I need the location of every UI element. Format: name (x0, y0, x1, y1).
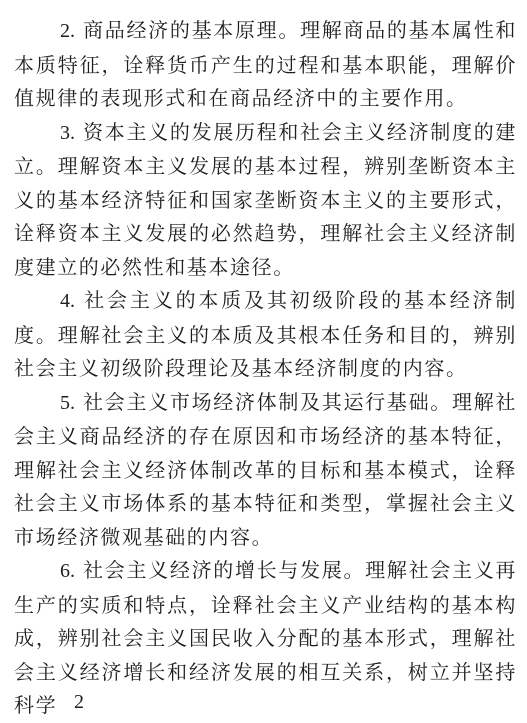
paragraph-number: 2. (60, 20, 75, 42)
paragraph-text: 社会主义市场经济体制及其运行基础。理解社会主义商品经济的存在原因和市场经济的基本特征，理解社会主义经济体制改革的目标和基本模式，诠释社会主义市场体系的基本特征和类型，掌握社会主义市场经济微观基础的内容。 (14, 389, 517, 549)
paragraph-text: 社会主义经济的增长与发展。理解社会主义再生产的实质和特点，诠释社会主义产业结构的基本构成，辨别社会主义国民收入分配的基本形式，理解社会主义经济增长和经济发展的相互关系，树立并坚持科学 (14, 558, 517, 717)
paragraph-number: 4. (60, 290, 75, 312)
paragraph-text: 商品经济的基本原理。理解商品的基本属性和本质特征，诠释货币产生的过程和基本职能，理解价值规律的表现形式和在商品经济中的主要作用。 (14, 18, 517, 110)
paragraph-6 (14, 554, 517, 723)
paragraph-number: 5. (60, 391, 75, 414)
paragraph-3 (14, 116, 517, 285)
paragraph-4 (14, 284, 517, 386)
paragraph-text: 社会主义的本质及其初级阶段的基本经济制度。理解社会主义的本质及其根本任务和目的，辨别社会主义初级阶段理论及基本经济制度的内容。 (14, 288, 517, 380)
paragraph-number: 3. (60, 121, 75, 144)
paragraph-text: 资本主义的发展历程和社会主义经济制度的建立。理解资本主义发展的基本过程，辨别垄断资本主义的基本经济特征和国家垄断资本主义的主要形式，诠释资本主义发展的必然趋势，理解社会主义经济制度建立的必然性和基本途径。 (14, 119, 517, 279)
paragraph-5 (14, 386, 517, 555)
cut-off-text-fragment: 2 (74, 691, 84, 713)
paragraph-2 (14, 14, 517, 116)
paragraph-number: 6. (60, 560, 75, 582)
